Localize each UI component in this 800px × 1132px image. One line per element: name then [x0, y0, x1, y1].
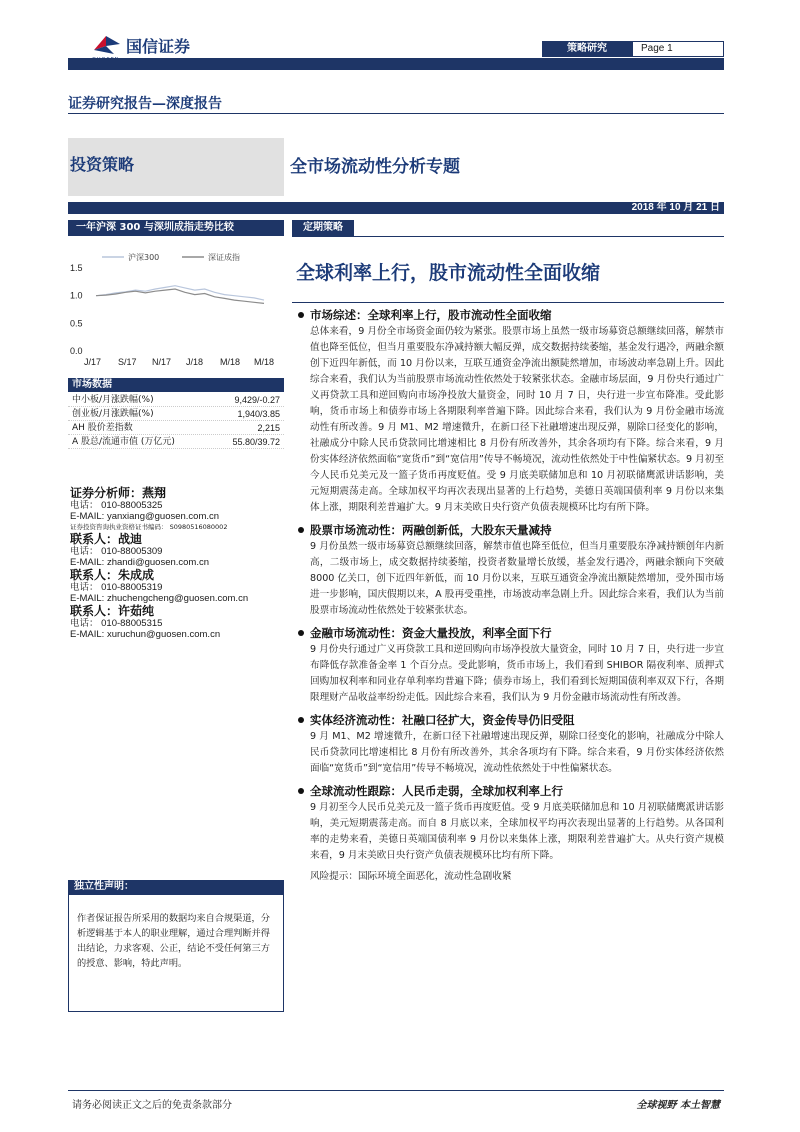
analyst-name: 证券分析师：燕翔	[70, 486, 167, 500]
market-data-row	[68, 435, 284, 449]
y-tick-label: 0.5	[70, 318, 83, 329]
section-tag: 定期策略	[292, 220, 354, 236]
legend-label: 深证成指	[208, 253, 240, 262]
report-type: 证券研究报告—深度报告	[68, 96, 222, 112]
report-section	[292, 711, 724, 777]
market-data-row	[68, 407, 284, 421]
independence-bar: 独立性声明：	[68, 880, 284, 894]
report-body	[292, 306, 724, 885]
date-band	[68, 202, 724, 214]
y-tick-label: 1.5	[70, 263, 83, 273]
report-section	[292, 521, 724, 619]
market-data-row	[68, 421, 284, 435]
analyst-name: 联系人：朱成成	[70, 568, 155, 582]
divider	[292, 236, 724, 237]
report-section	[292, 782, 724, 864]
index-chart	[68, 240, 284, 370]
x-tick-label: M/18	[220, 357, 241, 367]
logo-text: 国信证券	[126, 36, 191, 56]
section-text: 总体来看，9 月份全市场资金面仍较为紧张。股票市场上虽然一级市场募资总额继续回落，解禁市值也降至低位，但当月重要股东净减持额大幅反弹，成交数据持续萎缩，基金发行遇冷，两融余额创下近四年新低，而 10 月份以来，互联互通资金净流出额陡然增加，市场波动率急剧上升。因此综合来看，我们认为当前股票市场流动性依然处于较紧张状态。金融市场层面，9 月份央行通过广义再贷款工具和逆回购向市场净投放大量资金，同时 10 月 7 日，央行进一步宣布降准。受此影响，货币市场上和债券市场上各期限利率普遍下降。因此综合来看，我们认为 9 月份金融市场流动性有所改善。9 月 M1、M2 增速微升，在新口径下社融增速出现反弹，剔除口径变化的影响，社融成分中除人民币贷款同比增速相比 8 月份有所改善外，其余各项均有下降。综合来看，9 月份实体经济依然面临“宽货币”到“宽信用”传导不畅境况，流动性依然处于中性偏紧状态。9 月初至今人民币兑美元及一篮子货币再度贬值。受 9 月底美联储加息和 10 月初联储鹰派讲话影响，美元短期震荡走高。全球加权平均再次表现出显著的上行趋势，美德日英端国债利率 9 月份以来集体上涨，期限利差普遍扩大。9 月末美欧日央行资产负债表规模环比均有所下降。	[310, 326, 724, 513]
market-data-value: 2,215	[257, 423, 280, 433]
analyst-phone: 电话： 010-88005315	[70, 618, 163, 629]
section-title: 实体经济流动性：社融口径扩大，资金传导仍旧受阻	[292, 711, 724, 729]
y-tick-label: 1.0	[70, 290, 83, 301]
chart-svg	[68, 240, 284, 370]
section-text: 9 月份虽然一级市场募资总额继续回落，解禁市值也降至低位，但当月重要股东净减持额创年内新高，二级市场上，成交数据持续萎缩，投资者数量增长放缓，基金发行遇冷，两融余额向下突破 8000 亿关口，创下近四年新低，而 10 月份以来，互联互通资金净流出额陡然增加，受外围市场进一步影响，国庆假期以来，A 股再受重挫，市场波动率急剧上升。因此综合来看，我们认为当前股票市场流动性依然处于较紧张状态。	[310, 541, 724, 616]
market-data-label: A 股总/流通市值 (万亿元)	[72, 437, 175, 447]
analyst-phone: 电话： 010-88005325	[70, 500, 163, 511]
section-title: 全球流动性跟踪：人民币走弱，全球加权利率上行	[292, 782, 724, 800]
x-tick-label: J/18	[186, 357, 204, 367]
company-logo	[92, 32, 190, 58]
report-date: 2018 年 10 月 21 日	[631, 202, 720, 213]
analyst-phone: 电话： 010-88005309	[70, 546, 163, 557]
legend-label: 沪深300	[128, 253, 160, 262]
section-title: 金融市场流动性：资金大量投放，利率全面下行	[292, 624, 724, 642]
report-category: 投资策略	[70, 155, 135, 174]
report-section	[292, 624, 724, 706]
analyst-cert: 证券投资咨询执业资格证书编码： S0980516080002	[70, 523, 228, 531]
market-data-bar: 市场数据	[68, 378, 284, 392]
chart-title-bar: 一年沪深 300 与深圳成指走势比较	[68, 220, 284, 236]
market-data-row	[68, 393, 284, 407]
header-band	[68, 58, 724, 70]
market-data-value: 55.80/39.72	[232, 437, 280, 447]
independence-statement: 作者保证报告所采用的数据均来自合规渠道，分析逻辑基于本人的职业理解，通过合理判断并得出结论，力求客观、公正，结论不受任何第三方的授意、影响，特此声明。	[68, 894, 284, 1012]
analyst-name: 联系人：战迪	[70, 532, 143, 546]
risk-warning: 风险提示：国际环境全面恶化，流动性急剧收紧	[310, 871, 512, 882]
section-text: 9 月份央行通过广义再贷款工具和逆回购向市场净投放大量资金，同时 10 月 7 日，央行进一步宣布降低存款准备金率 1 个百分点。受此影响，货币市场上，我们看到 SHIBOR 隔夜利率、质押式回购加权利率和同业存单利率均普遍下降；债券市场上，我们看到长短期国债利率双双下行，各期限理财产品收益率纷纷走低。因此综合来看，我们认为 9 月份金融市场流动性有所改善。	[310, 644, 724, 703]
section-title: 股票市场流动性：两融创新低，大股东天量减持	[292, 521, 724, 539]
x-tick-label: J/17	[84, 357, 102, 367]
analyst-email: E-MAIL: yanxiang@guosen.com.cn	[70, 511, 220, 522]
analyst-contacts	[70, 486, 286, 640]
section-text: 9 月 M1、M2 增速微升，在新口径下社融增速出现反弹，剔除口径变化的影响，社融成分中除人民币贷款同比增速相比 8 月份有所改善外，其余各项均有下降。综合来看，9 月份实体经济依然面临“宽货币”到“宽信用”传导不畅境况，流动性依然处于中性偏紧状态。	[310, 731, 724, 774]
y-tick-label: 0.0	[70, 346, 83, 356]
divider	[68, 113, 724, 114]
market-data-label: AH 股价差指数	[72, 423, 133, 433]
analyst-email: E-MAIL: xuruchun@guosen.com.cn	[70, 629, 221, 640]
report-topic: 全市场流动性分析专题	[290, 157, 460, 177]
analyst-name: 联系人：许茹纯	[70, 604, 155, 618]
footer-divider	[68, 1090, 724, 1091]
divider	[292, 302, 724, 303]
page-number: Page 1	[632, 41, 724, 57]
analyst-email: E-MAIL: zhuchengcheng@guosen.com.cn	[70, 593, 249, 604]
header-tag: 策略研究	[542, 41, 632, 57]
market-data-table	[68, 393, 284, 449]
report-section	[292, 306, 724, 516]
market-data-label: 创业板/月涨跌幅(%)	[72, 409, 154, 419]
analyst-email: E-MAIL: zhandi@guosen.com.cn	[70, 557, 210, 568]
headline: 全球利率上行，股市流动性全面收缩	[296, 262, 601, 284]
x-tick-label: S/17	[118, 357, 137, 367]
footer-disclaimer: 请务必阅读正文之后的免责条款部分	[72, 1100, 232, 1111]
x-tick-label: N/17	[152, 357, 172, 367]
market-data-value: 1,940/3.85	[237, 409, 280, 419]
section-title: 市场综述：全球利率上行，股市流动性全面收缩	[292, 306, 724, 324]
footer-slogan: 全球视野 本土智慧	[636, 1100, 720, 1111]
logo-mark-icon	[92, 32, 122, 58]
section-text: 9 月初至今人民币兑美元及一篮子货币再度贬值。受 9 月底美联储加息和 10 月初联储鹰派讲话影响，美元短期震荡走高。而自 8 月底以来，全球加权平均再次表现出显著的上行趋势。从各国利率的走势来看，美德日英端国债利率 9 月份以来集体上涨，期限利差普遍扩大。从央行资产规模来看，9 月末美欧日央行资产负债表规模环比均有所下降。	[310, 802, 724, 861]
market-data-value: 9,429/-0.27	[234, 395, 280, 405]
x-tick-label: M/18	[254, 357, 275, 367]
market-data-label: 中小板/月涨跌幅(%)	[72, 395, 154, 405]
analyst-phone: 电话： 010-88005319	[70, 582, 163, 593]
